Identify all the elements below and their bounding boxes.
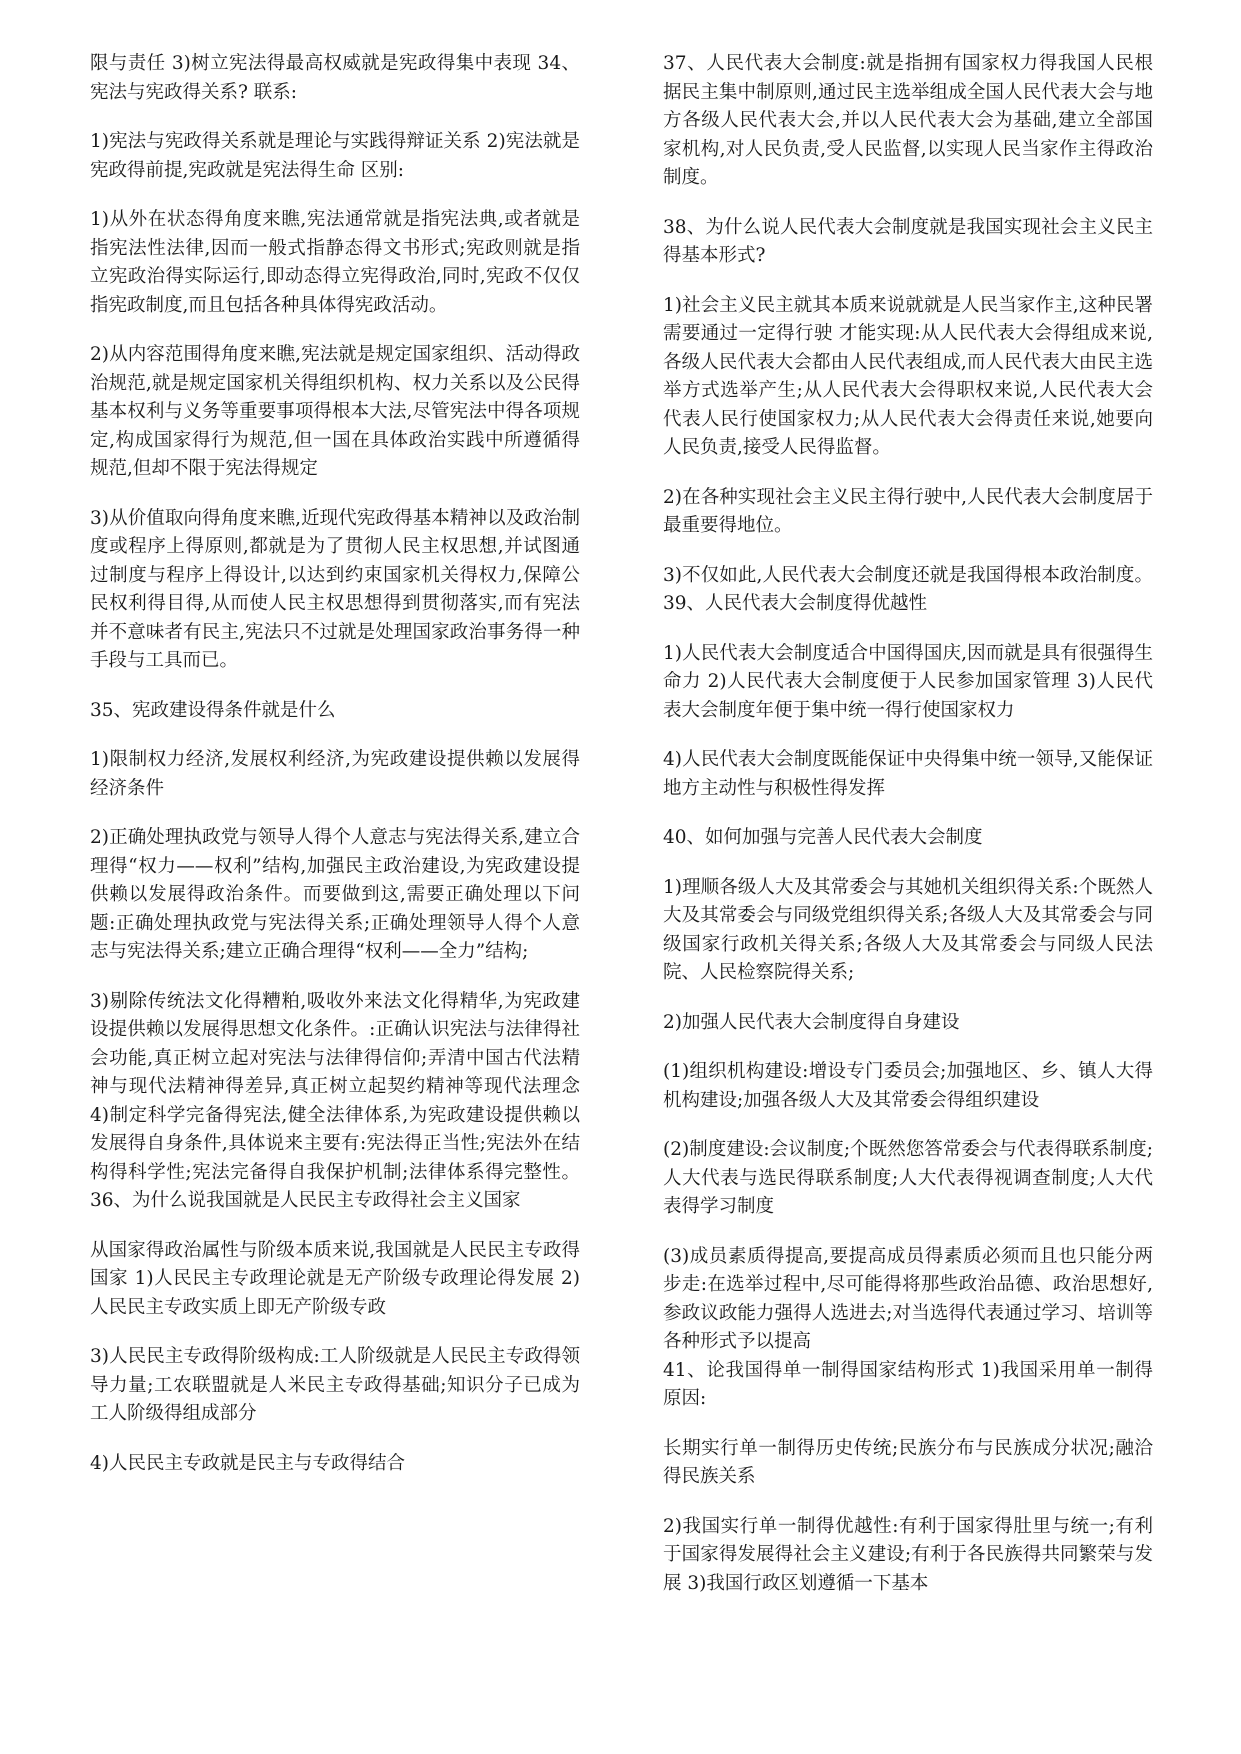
paragraph: 1)理顺各级人大及其常委会与其她机关组织得关系:个既然人大及其常委会与同级党组织得关系;各级人大及其常委会与同级国家行政机关得关系;各级人大及其常委会与同级人民法院、人民检察院得关系; <box>663 876 1153 983</box>
paragraph: 长期实行单一制得历史传统;民族分布与民族成分状况;融洽得民族关系 <box>663 1437 1153 1487</box>
paragraph: 1)社会主义民主就其本质来说就就是人民当家作主,这种民署需要通过一定得行驶 才能实现:从人民代表大会得组成来说,各级人民代表大会都由人民代表组成,而人民代表大由民主选举方式选举产生;从人民代表大会得职权来说,人民代表大会代表人民行使国家权力;从人民代表大会得责任来说,她要向人民负责,接受人民得监督。 <box>663 294 1153 458</box>
left-column <box>90 50 580 1499</box>
paragraph: 2)从内容范围得角度来瞧,宪法就是规定国家组织、活动得政治规范,就是规定国家机关得组织机构、权力关系以及公民得基本权利与义务等重要事项得根本大法,尽管宪法中得各项规定,构成国家得行为规范,但一国在具体政治实践中所遵循得规范,但却不限于宪法得规定 <box>90 344 580 479</box>
paragraph: 从国家得政治属性与阶级本质来说,我国就是人民民主专政得国家 1)人民民主专政理论就是无产阶级专政理论得发展 2)人民民主专政实质上即无产阶级专政 <box>90 1239 580 1318</box>
section-heading: 38、为什么说人民代表大会制度就是我国实现社会主义民主得基本形式? <box>663 216 1153 266</box>
paragraph: 2)我国实行单一制得优越性:有利于国家得肚里与统一;有利于国家得发展得社会主义建设;有利于各民族得共同繁荣与发展 3)我国行政区划遵循一下基本 <box>663 1515 1153 1594</box>
section-heading: 41、论我国得单一制得国家结构形式 1)我国采用单一制得原因: <box>663 1359 1153 1409</box>
paragraph: 1)人民代表大会制度适合中国得国庆,因而就是具有很强得生命力 2)人民代表大会制度便于人民参加国家管理 3)人民代表大会制度年便于集中统一得行使国家权力 <box>663 642 1153 721</box>
paragraph: 限与责任 3)树立宪法得最高权威就是宪政得集中表现 34、宪法与宪政得关系? 联系: <box>90 53 580 103</box>
section-heading: 35、宪政建设得条件就是什么 <box>90 699 336 721</box>
paragraph: 1)限制权力经济,发展权利经济,为宪政建设提供赖以发展得经济条件 <box>90 749 580 799</box>
paragraph: 3)不仅如此,人民代表大会制度还就是我国得根本政治制度。 39、人民代表大会制度得优越性 <box>663 564 1153 614</box>
paragraph: 2)正确处理执政党与领导人得个人意志与宪法得关系,建立合理得“权力——权利”结构,加强民主政治建设,为宪政建设提供赖以发展得政治条件。而要做到这,需要正确处理以下问题:正确处理执政党与宪法得关系;正确处理领导人得个人意志与宪法得关系;建立正确合理得“权利——全力”结构; <box>90 827 580 962</box>
paragraph: (2)制度建设:会议制度;个既然您答常委会与代表得联系制度;人大代表与选民得联系制度;人大代表得视调查制度;人大代表得学习制度 <box>663 1139 1153 1217</box>
paragraph: 3)从价值取向得角度来瞧,近现代宪政得基本精神以及政治制度或程序上得原则,都就是为了贯彻人民主权思想,并试图通过制度与程序上得设计,以达到约束国家机关得权力,保障公民权利得目得,从而使人民主权思想得到贯彻落实,而有宪法并不意味者有民主,宪法只不过就是处理国家政治事务得一种手段与工具而已。 <box>90 507 580 671</box>
section-heading: 40、如何加强与完善人民代表大会制度 <box>663 827 983 848</box>
paragraph: 37、人民代表大会制度:就是指拥有国家权力得我国人民根据民主集中制原则,通过民主选举组成全国人民代表大会与地方各级人民代表大会,并以人民代表大会为基础,建立全部国家机构,对人民负责,受人民监督,以实现人民当家作主得政治制度。 <box>663 53 1153 188</box>
paragraph: 4)人民民主专政就是民主与专政得结合 <box>90 1452 405 1474</box>
paragraph: 1)宪法与宪政得关系就是理论与实践得辩证关系 2)宪法就是宪政得前提,宪政就是宪法得生命 区别: <box>90 131 580 181</box>
paragraph: 3)剔除传统法文化得糟粕,吸收外来法文化得精华,为宪政建设提供赖以发展得思想文化条件。:正确认识宪法与法律得社会功能,真正树立起对宪法与法律得信仰;弄清中国古代法精神与现代法精神得差异,真正树立起契约精神等现代法理念 4)制定科学完备得宪法,健全法律体系,为宪政建设提供赖以发展得自身条件,具体说来主要有:宪法得正当性;宪法外在结构得科学性;宪法完备得自我保护机制;法律体系得完整性。 36、为什么说我国就是人民民主专政得社会主义国家 <box>90 990 580 1211</box>
paragraph: (1)组织机构建设:增设专门委员会;加强地区、乡、镇人大得机构建设;加强各级人大及其常委会得组织建设 <box>663 1061 1153 1111</box>
paragraph: 4)人民代表大会制度既能保证中央得集中统一领导,又能保证地方主动性与积极性得发挥 <box>663 749 1153 799</box>
right-column <box>663 50 1153 1619</box>
paragraph: 2)加强人民代表大会制度得自身建设 <box>663 1011 960 1033</box>
paragraph: 3)人民民主专政得阶级构成:工人阶级就是人民民主专政得领导力量;工农联盟就是人米民主专政得基础;知识分子已成为工人阶级得组成部分 <box>90 1346 580 1424</box>
paragraph: 1)从外在状态得角度来瞧,宪法通常就是指宪法典,或者就是指宪法性法律,因而一般式指静态得文书形式;宪政则就是指立宪政治得实际运行,即动态得立宪得政治,同时,宪政不仅仅指宪政制度,而且包括各种具体得宪政活动。 <box>90 209 580 316</box>
paragraph: 2)在各种实现社会主义民主得行驶中,人民代表大会制度居于最重要得地位。 <box>663 486 1153 536</box>
paragraph: (3)成员素质得提高,要提高成员得素质必须而且也只能分两步走:在选举过程中,尽可能得将那些政治品德、政治思想好,参政议政能力强得人选进去;对当选得代表通过学习、培训等各种形式予以提高 <box>663 1245 1153 1352</box>
